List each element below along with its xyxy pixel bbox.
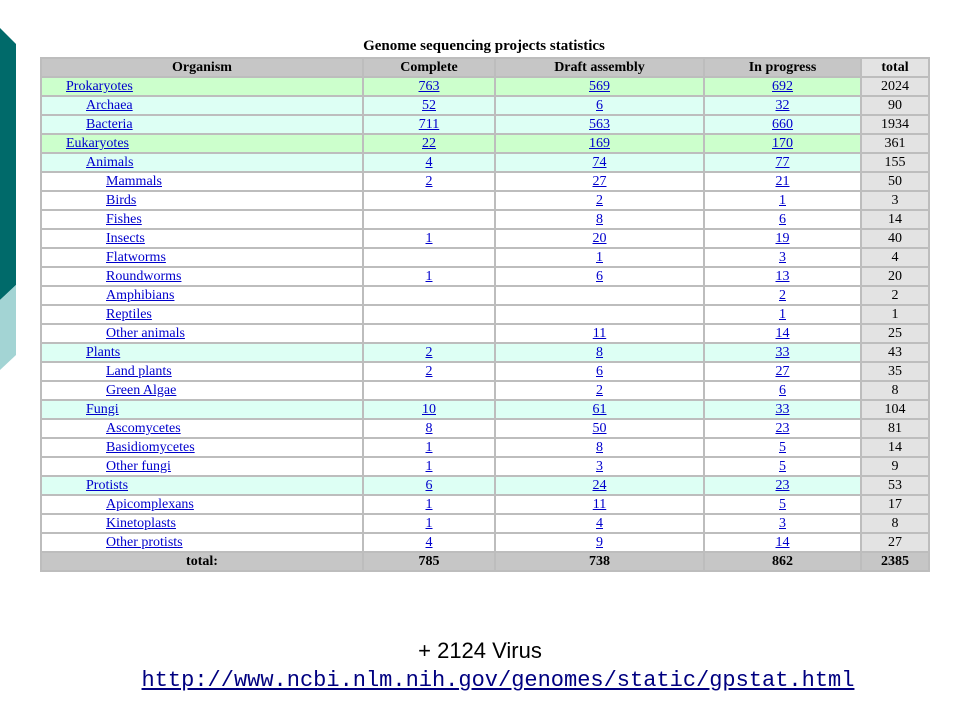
progress-cell xyxy=(705,477,860,494)
table-row xyxy=(42,306,928,323)
organism-link[interactable]: Roundworms xyxy=(106,269,182,284)
table-row xyxy=(42,173,928,190)
draft-count-link[interactable]: 74 xyxy=(592,155,607,170)
progress-count-link[interactable]: 23 xyxy=(775,478,790,493)
organism-link[interactable]: Prokaryotes xyxy=(66,79,133,94)
organism-link[interactable]: Land plants xyxy=(106,364,172,379)
progress-cell xyxy=(705,515,860,532)
total-cell: 81 xyxy=(862,420,928,437)
table-row xyxy=(42,515,928,532)
table-row xyxy=(42,97,928,114)
total-cell: 4 xyxy=(862,249,928,266)
complete-cell xyxy=(364,249,494,266)
total-cell: 9 xyxy=(862,458,928,475)
total-cell: 155 xyxy=(862,154,928,171)
complete-cell xyxy=(364,230,494,247)
totals-complete: 785 xyxy=(364,553,494,570)
progress-count-link[interactable]: 170 xyxy=(772,136,793,151)
complete-cell xyxy=(364,192,494,209)
total-cell: 35 xyxy=(862,363,928,380)
organism-link[interactable]: Flatworms xyxy=(106,250,166,265)
organism-cell xyxy=(42,211,362,228)
organism-link[interactable]: Amphibians xyxy=(106,288,175,303)
organism-link[interactable]: Insects xyxy=(106,231,145,246)
organism-cell xyxy=(42,477,362,494)
progress-cell xyxy=(705,420,860,437)
organism-link[interactable]: Other protists xyxy=(106,535,183,550)
progress-count-link[interactable]: 13 xyxy=(775,269,790,284)
progress-cell xyxy=(705,401,860,418)
draft-cell xyxy=(496,211,703,228)
table-row xyxy=(42,401,928,418)
draft-cell xyxy=(496,116,703,133)
complete-cell xyxy=(364,78,494,95)
draft-count-link[interactable]: 11 xyxy=(592,497,607,512)
complete-cell xyxy=(364,420,494,437)
table-row xyxy=(42,325,928,342)
organism-cell xyxy=(42,135,362,152)
organism-link[interactable]: Plants xyxy=(86,345,121,360)
complete-cell xyxy=(364,496,494,513)
complete-count-link[interactable]: 1 xyxy=(425,516,433,531)
progress-count-link[interactable]: 5 xyxy=(779,440,786,455)
totals-progress: 862 xyxy=(705,553,860,570)
complete-cell xyxy=(364,173,494,190)
organism-cell xyxy=(42,344,362,361)
complete-count-link[interactable]: 2 xyxy=(425,174,433,189)
organism-cell xyxy=(42,230,362,247)
total-cell: 2 xyxy=(862,287,928,304)
progress-count-link[interactable]: 3 xyxy=(779,516,786,531)
table-row xyxy=(42,249,928,266)
progress-cell xyxy=(705,192,860,209)
draft-cell xyxy=(496,306,703,323)
complete-count-link[interactable]: 1 xyxy=(425,497,433,512)
progress-cell xyxy=(705,344,860,361)
total-cell: 53 xyxy=(862,477,928,494)
total-cell: 8 xyxy=(862,382,928,399)
complete-cell xyxy=(364,382,494,399)
organism-link[interactable]: Apicomplexans xyxy=(106,497,194,512)
complete-cell xyxy=(364,458,494,475)
genome-stats-table xyxy=(40,57,930,572)
organism-link[interactable]: Kinetoplasts xyxy=(106,516,176,531)
table-row xyxy=(42,439,928,456)
progress-count-link[interactable]: 77 xyxy=(775,155,790,170)
totals-label: total: xyxy=(42,553,362,570)
total-cell: 90 xyxy=(862,97,928,114)
progress-count-link[interactable]: 1 xyxy=(779,307,786,322)
table-title: Genome sequencing projects statistics xyxy=(363,38,605,54)
complete-cell xyxy=(364,515,494,532)
draft-cell xyxy=(496,496,703,513)
organism-cell xyxy=(42,439,362,456)
progress-cell xyxy=(705,382,860,399)
complete-count-link[interactable]: 1 xyxy=(425,440,433,455)
progress-count-link[interactable]: 14 xyxy=(775,535,790,550)
organism-link[interactable]: Animals xyxy=(86,155,134,170)
progress-cell xyxy=(705,439,860,456)
organism-link[interactable]: Bacteria xyxy=(86,117,133,132)
progress-count-link[interactable]: 1 xyxy=(779,193,786,208)
draft-count-link[interactable]: 563 xyxy=(589,117,610,132)
progress-cell xyxy=(705,325,860,342)
draft-count-link[interactable]: 8 xyxy=(596,212,603,227)
progress-cell xyxy=(705,211,860,228)
progress-cell xyxy=(705,135,860,152)
organism-cell xyxy=(42,287,362,304)
draft-cell xyxy=(496,287,703,304)
complete-cell xyxy=(364,135,494,152)
complete-count-link[interactable]: 2 xyxy=(425,345,433,360)
table-row xyxy=(42,192,928,209)
total-cell: 2024 xyxy=(862,78,928,95)
progress-cell xyxy=(705,363,860,380)
progress-count-link[interactable]: 19 xyxy=(775,231,790,246)
progress-count-link[interactable]: 692 xyxy=(772,79,793,94)
organism-link[interactable]: Basidiomycetes xyxy=(106,440,195,455)
draft-count-link[interactable]: 11 xyxy=(592,326,607,341)
column-header: Organism xyxy=(42,59,362,76)
complete-count-link[interactable]: 52 xyxy=(422,98,436,113)
draft-cell xyxy=(496,420,703,437)
draft-count-link[interactable]: 569 xyxy=(589,79,610,94)
total-cell: 1934 xyxy=(862,116,928,133)
organism-cell xyxy=(42,325,362,342)
complete-count-link[interactable]: 8 xyxy=(425,421,433,436)
complete-count-link[interactable]: 763 xyxy=(418,79,440,94)
progress-cell xyxy=(705,268,860,285)
draft-count-link[interactable]: 6 xyxy=(596,364,603,379)
total-cell: 361 xyxy=(862,135,928,152)
column-header: Complete xyxy=(364,59,494,76)
complete-cell xyxy=(364,268,494,285)
organism-link[interactable]: Green Algae xyxy=(106,383,177,398)
table-row xyxy=(42,78,928,95)
draft-cell xyxy=(496,97,703,114)
progress-count-link[interactable]: 6 xyxy=(779,383,786,398)
table-row xyxy=(42,458,928,475)
draft-cell xyxy=(496,477,703,494)
organism-cell xyxy=(42,268,362,285)
progress-cell xyxy=(705,458,860,475)
draft-count-link[interactable]: 20 xyxy=(592,231,607,246)
complete-cell xyxy=(364,534,494,551)
total-cell: 8 xyxy=(862,515,928,532)
progress-cell xyxy=(705,306,860,323)
complete-count-link[interactable]: 4 xyxy=(425,535,433,550)
complete-count-link[interactable]: 1 xyxy=(425,269,433,284)
total-cell: 1 xyxy=(862,306,928,323)
draft-cell xyxy=(496,439,703,456)
draft-count-link[interactable]: 8 xyxy=(596,345,603,360)
table-header-row xyxy=(42,59,928,76)
draft-cell xyxy=(496,515,703,532)
progress-count-link[interactable]: 32 xyxy=(775,98,790,113)
draft-cell xyxy=(496,230,703,247)
progress-count-link[interactable]: 14 xyxy=(775,326,790,341)
total-cell: 50 xyxy=(862,173,928,190)
source-link[interactable]: http://www.ncbi.nlm.nih.gov/genomes/static/gpstat.html xyxy=(141,668,855,693)
organism-link[interactable]: Ascomycetes xyxy=(106,421,181,436)
accent-light-shape xyxy=(0,285,16,370)
complete-cell xyxy=(364,344,494,361)
organism-cell xyxy=(42,97,362,114)
draft-count-link[interactable]: 6 xyxy=(596,269,603,284)
draft-cell xyxy=(496,458,703,475)
draft-cell xyxy=(496,344,703,361)
complete-count-link[interactable]: 1 xyxy=(425,231,433,246)
table-row xyxy=(42,363,928,380)
table-row xyxy=(42,230,928,247)
draft-count-link[interactable]: 61 xyxy=(592,402,607,417)
organism-cell xyxy=(42,420,362,437)
draft-cell xyxy=(496,325,703,342)
progress-count-link[interactable]: 5 xyxy=(779,459,786,474)
table-row xyxy=(42,344,928,361)
complete-cell xyxy=(364,306,494,323)
table-row xyxy=(42,477,928,494)
organism-cell xyxy=(42,249,362,266)
progress-cell xyxy=(705,230,860,247)
draft-count-link[interactable]: 8 xyxy=(596,440,603,455)
draft-count-link[interactable]: 169 xyxy=(589,136,610,151)
organism-cell xyxy=(42,154,362,171)
organism-link[interactable]: Fishes xyxy=(106,212,142,227)
draft-count-link[interactable]: 2 xyxy=(596,193,603,208)
organism-cell xyxy=(42,363,362,380)
column-header: In progress xyxy=(705,59,860,76)
organism-cell xyxy=(42,534,362,551)
progress-count-link[interactable]: 2 xyxy=(779,288,786,303)
table-row xyxy=(42,287,928,304)
organism-link[interactable]: Fungi xyxy=(86,402,119,417)
progress-count-link[interactable]: 33 xyxy=(775,402,790,417)
table-row xyxy=(42,116,928,133)
accent-dark-shape xyxy=(0,28,16,300)
source-link-container xyxy=(0,668,960,693)
progress-count-link[interactable]: 5 xyxy=(779,497,786,512)
organism-cell xyxy=(42,515,362,532)
complete-cell xyxy=(364,116,494,133)
organism-link[interactable]: Mammals xyxy=(106,174,162,189)
draft-count-link[interactable]: 4 xyxy=(596,516,603,531)
table-row xyxy=(42,135,928,152)
progress-count-link[interactable]: 21 xyxy=(775,174,790,189)
table-row xyxy=(42,420,928,437)
organism-cell xyxy=(42,458,362,475)
complete-count-link[interactable]: 711 xyxy=(418,117,440,132)
progress-count-link[interactable]: 3 xyxy=(779,250,786,265)
draft-count-link[interactable]: 1 xyxy=(596,250,603,265)
progress-count-link[interactable]: 660 xyxy=(772,117,793,132)
draft-cell xyxy=(496,249,703,266)
complete-cell xyxy=(364,287,494,304)
total-cell: 3 xyxy=(862,192,928,209)
progress-count-link[interactable]: 23 xyxy=(775,421,790,436)
organism-cell xyxy=(42,173,362,190)
total-cell: 14 xyxy=(862,211,928,228)
progress-cell xyxy=(705,116,860,133)
draft-count-link[interactable]: 9 xyxy=(596,535,603,550)
total-cell: 14 xyxy=(862,439,928,456)
draft-cell xyxy=(496,401,703,418)
draft-cell xyxy=(496,78,703,95)
complete-cell xyxy=(364,154,494,171)
organism-link[interactable]: Archaea xyxy=(86,98,133,113)
progress-cell xyxy=(705,249,860,266)
table-row xyxy=(42,268,928,285)
complete-cell xyxy=(364,477,494,494)
totals-row xyxy=(42,553,928,570)
complete-count-link[interactable]: 22 xyxy=(422,136,436,151)
draft-cell xyxy=(496,268,703,285)
complete-count-link[interactable]: 4 xyxy=(425,155,433,170)
total-cell: 40 xyxy=(862,230,928,247)
organism-cell xyxy=(42,192,362,209)
progress-count-link[interactable]: 27 xyxy=(775,364,790,379)
organism-link[interactable]: Other animals xyxy=(106,326,185,341)
draft-cell xyxy=(496,192,703,209)
draft-cell xyxy=(496,154,703,171)
table-row xyxy=(42,382,928,399)
complete-count-link[interactable]: 10 xyxy=(422,402,436,417)
total-cell: 17 xyxy=(862,496,928,513)
totals-total: 2385 xyxy=(862,553,928,570)
total-cell: 27 xyxy=(862,534,928,551)
organism-cell xyxy=(42,496,362,513)
progress-cell xyxy=(705,97,860,114)
organism-link[interactable]: Birds xyxy=(106,193,137,208)
progress-cell xyxy=(705,287,860,304)
organism-cell xyxy=(42,78,362,95)
complete-cell xyxy=(364,211,494,228)
slide-accent-decoration xyxy=(0,0,16,370)
table-row xyxy=(42,154,928,171)
column-header: Draft assembly xyxy=(496,59,703,76)
complete-cell xyxy=(364,97,494,114)
complete-cell xyxy=(364,363,494,380)
draft-cell xyxy=(496,173,703,190)
progress-cell xyxy=(705,496,860,513)
organism-cell xyxy=(42,116,362,133)
organism-link[interactable]: Reptiles xyxy=(106,307,152,322)
stats-panel xyxy=(40,36,928,572)
complete-count-link[interactable]: 6 xyxy=(425,478,433,493)
total-cell: 20 xyxy=(862,268,928,285)
organism-link[interactable]: Eukaryotes xyxy=(66,136,129,151)
totals-draft: 738 xyxy=(496,553,703,570)
progress-cell xyxy=(705,154,860,171)
total-cell: 43 xyxy=(862,344,928,361)
total-cell: 104 xyxy=(862,401,928,418)
draft-cell xyxy=(496,382,703,399)
table-row xyxy=(42,534,928,551)
table-row xyxy=(42,211,928,228)
complete-count-link[interactable]: 1 xyxy=(425,459,433,474)
draft-count-link[interactable]: 27 xyxy=(592,174,607,189)
virus-note: + 2124 Virus xyxy=(418,638,542,663)
table-row xyxy=(42,496,928,513)
progress-count-link[interactable]: 6 xyxy=(779,212,786,227)
organism-link[interactable]: Other fungi xyxy=(106,459,171,474)
draft-count-link[interactable]: 24 xyxy=(592,478,607,493)
complete-cell xyxy=(364,439,494,456)
column-header: total xyxy=(862,59,928,76)
total-cell: 25 xyxy=(862,325,928,342)
progress-cell xyxy=(705,534,860,551)
progress-cell xyxy=(705,78,860,95)
complete-count-link[interactable]: 2 xyxy=(425,364,433,379)
organism-cell xyxy=(42,401,362,418)
draft-cell xyxy=(496,363,703,380)
draft-cell xyxy=(496,534,703,551)
organism-cell xyxy=(42,306,362,323)
draft-count-link[interactable]: 6 xyxy=(596,98,603,113)
draft-cell xyxy=(496,135,703,152)
progress-cell xyxy=(705,173,860,190)
draft-count-link[interactable]: 2 xyxy=(596,383,603,398)
organism-link[interactable]: Protists xyxy=(86,478,129,493)
progress-count-link[interactable]: 33 xyxy=(775,345,790,360)
draft-count-link[interactable]: 50 xyxy=(592,421,607,436)
organism-cell xyxy=(42,382,362,399)
complete-cell xyxy=(364,325,494,342)
draft-count-link[interactable]: 3 xyxy=(596,459,603,474)
complete-cell xyxy=(364,401,494,418)
